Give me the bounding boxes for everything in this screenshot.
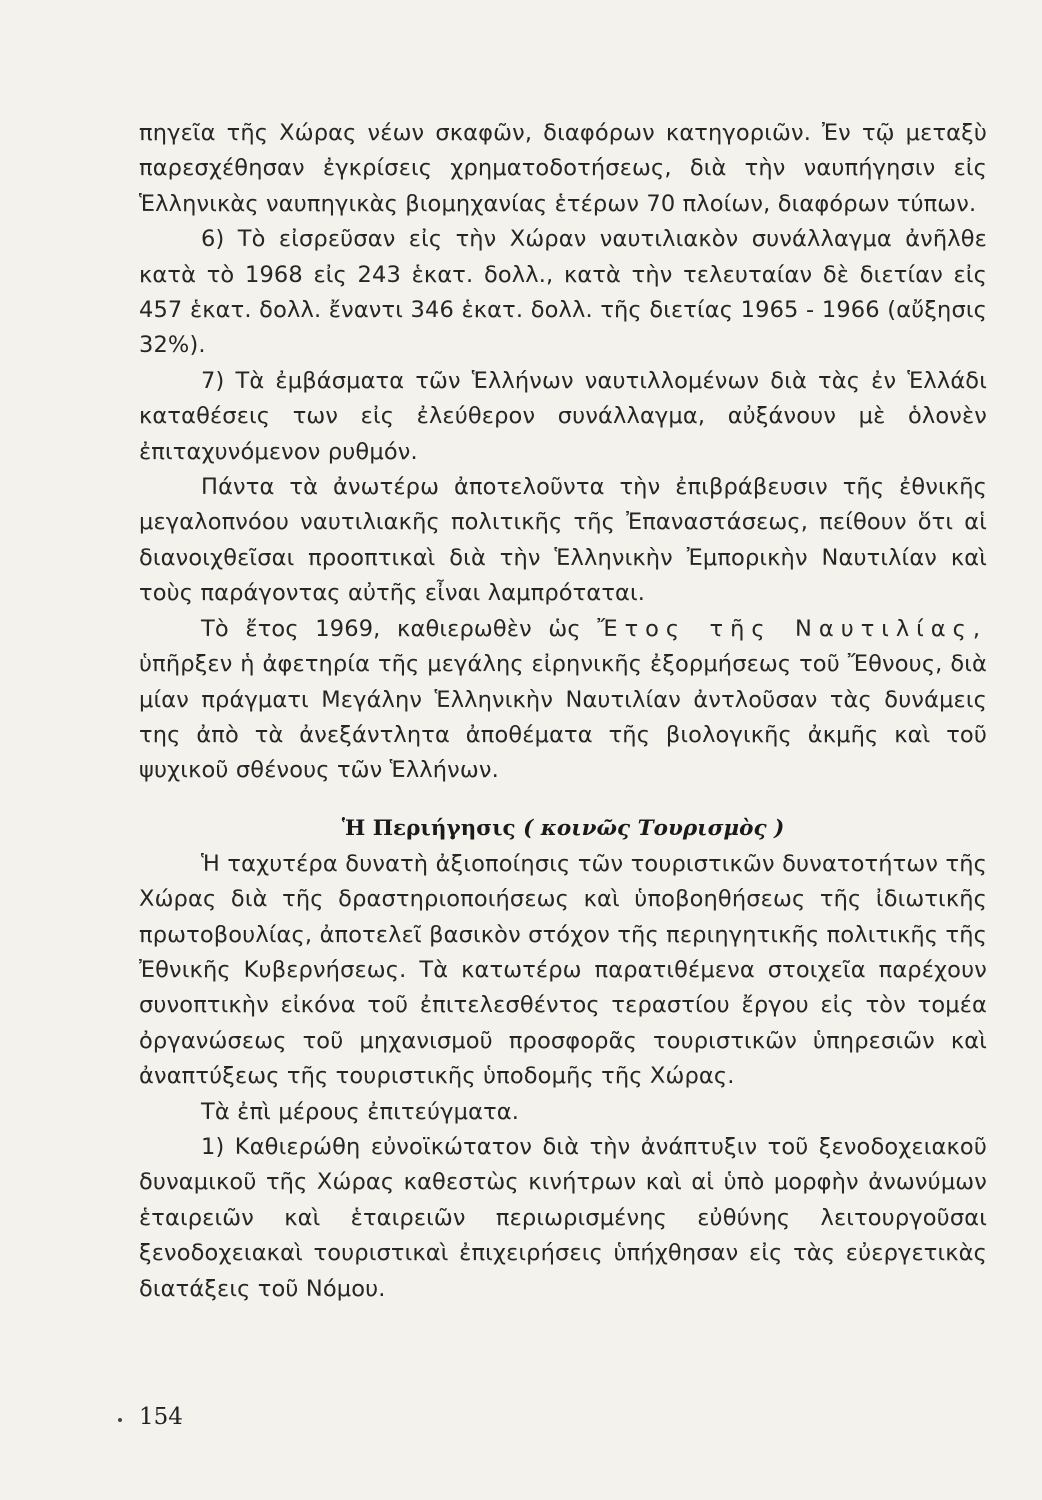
paragraph-7: Τὰ ἐπὶ μέρους ἐπιτεύγματα. bbox=[201, 1098, 520, 1125]
ink-speck bbox=[118, 1418, 122, 1422]
paragraph-5-start: Τὸ ἔτος 1969, καθιερωθὲν ὡς bbox=[201, 615, 598, 642]
paragraph-5-spaced: Ἔτος τῆς Ναυτιλίας, bbox=[597, 615, 987, 642]
paragraph-5 bbox=[139, 612, 987, 789]
paragraph-5-end: ὑπῆρξεν ἡ ἀφετηρία τῆς μεγάλης εἰρηνικῆς ἐξορμήσεως τοῦ Ἔθνους, διὰ μίαν πράγματι Μεγάλην Ἑλληνικὴν Ναυτιλίαν ἀντλοῦσαν τὰς δυνάμεις της ἀπὸ τὰ ἀνεξάντλητα ἀποθέματα τῆς βιολογικῆς ἀκμῆς καὶ τοῦ ψυχικοῦ σθένους τῶν Ἑλλήνων. bbox=[139, 651, 987, 784]
page-number: 154 bbox=[139, 1404, 183, 1430]
section-heading-sub: ( κοινῶς Τουρισμὸς ) bbox=[523, 815, 785, 841]
paragraph-8: 1) Καθιερώθη εὐνοϊκώτατον διὰ τὴν ἀνάπτυξιν τοῦ ξενοδοχειακοῦ δυναμικοῦ τῆς Χώρας καθεστὼς κινήτρων καὶ αἱ ὑπὸ μορφὴν ἀνωνύμων ἑταιρειῶν καὶ ἑταιρειῶν περιωρισμένης εὐθύνης λειτουργοῦσαι ξενοδοχειακαὶ τουριστικαὶ ἐπιχειρήσεις ὑπήχθησαν εἰς τὰς εὐεργετικὰς διατάξεις τοῦ Νόμου. bbox=[139, 1133, 987, 1302]
section-heading bbox=[139, 813, 987, 845]
paragraph-1: πηγεῖα τῆς Χώρας νέων σκαφῶν, διαφόρων κατηγοριῶν. Ἐν τῷ μεταξὺ παρεσχέθησαν ἐγκρίσεις χρηματοδοτήσεως, διὰ τὴν ναυπήγησιν εἰς Ἑλληνικὰς ναυπηγικὰς βιομηχανίας ἑτέρων 70 πλοίων, διαφόρων τύπων. bbox=[139, 120, 987, 217]
paragraph-2: 6) Τὸ εἰσρεῦσαν εἰς τὴν Χώραν ναυτιλιακὸν συνάλλαγμα ἀνῆλθε κατὰ τὸ 1968 εἰς 243 ἑκατ. δολλ., κατὰ τὴν τελευταίαν δὲ διετίαν εἰς 457 ἑκατ. δολλ. ἔναντι 346 ἑκατ. δολλ. τῆς διετίας 1965 - 1966 (αὔξησις 32%). bbox=[139, 226, 987, 359]
paragraph-4: Πάντα τὰ ἀνωτέρω ἀποτελοῦντα τὴν ἐπιβράβευσιν τῆς ἐθνικῆς μεγαλοπνόου ναυτιλιακῆς πολιτικῆς τῆς Ἐπαναστάσεως, πείθουν ὅτι αἱ διανοιχθεῖσαι προοπτικαὶ διὰ τὴν Ἑλληνικὴν Ἐμπορικὴν Ναυτιλίαν καὶ τοὺς παράγοντας αὐτῆς εἶναι λαμπρόταται. bbox=[139, 474, 987, 607]
body-text bbox=[139, 116, 987, 1307]
section-heading-main: Ἡ Περιήγησις bbox=[341, 815, 516, 841]
paragraph-6: Ἡ ταχυτέρα δυνατὴ ἀξιοποίησις τῶν τουριστικῶν δυνατοτήτων τῆς Χώρας διὰ τῆς δραστηριοποιήσεως καὶ ὑποβοηθήσεως τῆς ἰδιωτικῆς πρωτοβουλίας, ἀποτελεῖ βασικὸν στόχον τῆς περιηγητικῆς πολιτικῆς τῆς Ἐθνικῆς Κυβερνήσεως. Τὰ κατωτέρω παρατιθέμενα στοιχεῖα παρέχουν συνοπτικὴν εἰκόνα τοῦ ἐπιτελεσθέντος τεραστίου ἔργου εἰς τὸν τομέα ὀργανώσεως τοῦ μηχανισμοῦ προσφορᾶς τουριστικῶν ὑπηρεσιῶν καὶ ἀναπτύξεως τῆς τουριστικῆς ὑποδομῆς τῆς Χώρας. bbox=[139, 850, 987, 1090]
paragraph-3: 7) Τὰ ἐμβάσματα τῶν Ἑλλήνων ναυτιλλομένων διὰ τὰς ἐν Ἑλλάδι καταθέσεις των εἰς ἐλεύθερον συνάλλαγμα, αὐξάνουν μὲ ὁλονὲν ἐπιταχυνόμενον ρυθμόν. bbox=[139, 367, 987, 465]
